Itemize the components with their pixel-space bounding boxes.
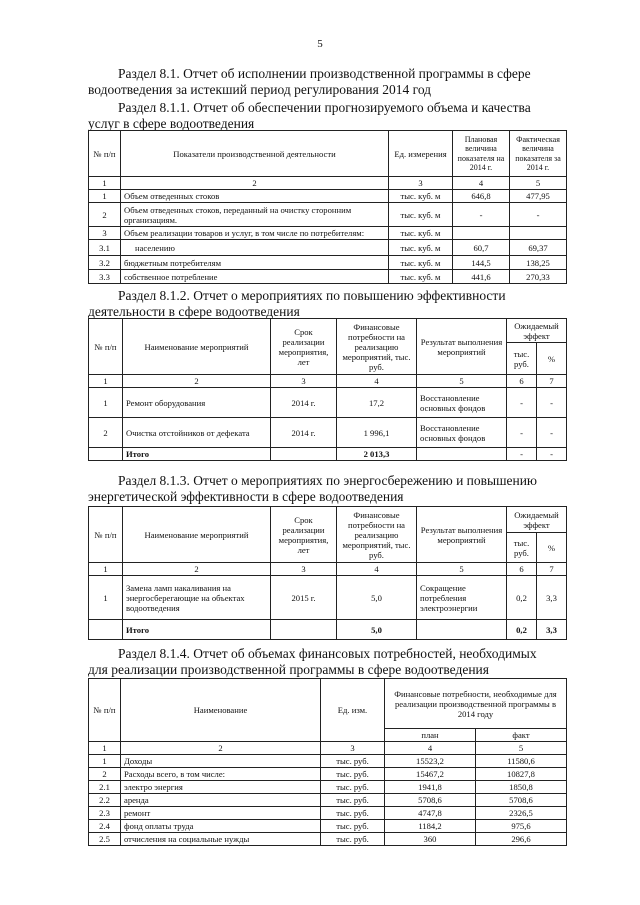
- table-row: [89, 270, 567, 284]
- table-row: [89, 256, 567, 270]
- table-row: [89, 203, 567, 227]
- row-effect-pct: -: [537, 388, 567, 418]
- section-8-1-4-heading-line2: для реализации производственной программы в сфере водоотведения: [88, 662, 489, 677]
- header-fact: факт: [476, 729, 567, 742]
- header-term: Срок реализации мероприятия, лет: [271, 507, 337, 563]
- table-header-row: [89, 507, 567, 533]
- col-num-7: 7: [537, 563, 567, 576]
- col-num-5: 5: [476, 742, 567, 755]
- col-num-5: 5: [417, 375, 507, 388]
- col-num-1: 1: [89, 177, 121, 190]
- table-row: [89, 794, 567, 807]
- header-term: Срок реализации мероприятия, лет: [271, 319, 337, 375]
- table-total-row: [89, 448, 567, 461]
- row-unit: тыс. руб.: [321, 807, 385, 820]
- table-row: [89, 388, 567, 418]
- column-number-row: [89, 563, 567, 576]
- row-fact: 1850,8: [476, 781, 567, 794]
- header-effect-rub: тыс. руб.: [507, 343, 537, 375]
- col-num-7: 7: [537, 375, 567, 388]
- section-8-1-3-heading-line1: Раздел 8.1.3. Отчет о мероприятиях по энергосбережению и повышению: [118, 473, 538, 488]
- header-num: № п/п: [89, 679, 121, 742]
- row-num: 1: [89, 190, 121, 203]
- row-effect-pct: 3,3: [537, 576, 567, 620]
- column-number-row: [89, 177, 567, 190]
- col-num-5: 5: [417, 563, 507, 576]
- header-plan: Плановая величина показателя на 2014 г.: [453, 131, 510, 177]
- col-num-2: 2: [121, 742, 321, 755]
- table-total-row: [89, 620, 567, 640]
- row-plan: 1941,8: [385, 781, 476, 794]
- col-num-6: 6: [507, 375, 537, 388]
- row-unit: тыс. куб. м: [389, 240, 453, 256]
- table-financial-needs: [88, 678, 567, 846]
- table-row: [89, 240, 567, 256]
- row-plan: -: [453, 203, 510, 227]
- row-effect-rub: 0,2: [507, 576, 537, 620]
- page-number: 5: [317, 38, 323, 50]
- row-name: ремонт: [121, 807, 321, 820]
- row-unit: тыс. куб. м: [389, 227, 453, 240]
- total-finance: 2 013,3: [337, 448, 417, 461]
- row-plan: 5708,6: [385, 794, 476, 807]
- row-effect-rub: -: [507, 418, 537, 448]
- row-finance: 5,0: [337, 576, 417, 620]
- section-8-1-4-heading-line1: Раздел 8.1.4. Отчет об объемах финансовых потребностей, необходимых: [118, 646, 537, 661]
- row-unit: тыс. куб. м: [389, 256, 453, 270]
- row-num: 3.3: [89, 270, 121, 284]
- section-8-1-1-heading: [88, 100, 566, 132]
- col-num-5: 5: [510, 177, 567, 190]
- section-8-1-1-heading-line1: Раздел 8.1.1. Отчет об обеспечении прогнозируемого объема и качества: [118, 100, 531, 115]
- row-num: 3.2: [89, 256, 121, 270]
- header-name: Наименование мероприятий: [123, 507, 271, 563]
- col-num-1: 1: [89, 375, 123, 388]
- table-row: [89, 418, 567, 448]
- table-row: [89, 190, 567, 203]
- total-effect-pct: 3,3: [537, 620, 567, 640]
- row-unit: тыс. руб.: [321, 781, 385, 794]
- row-num: 2: [89, 203, 121, 227]
- section-8-1-3-heading: [88, 473, 566, 505]
- section-8-1-2-heading-line1: Раздел 8.1.2. Отчет о мероприятиях по повышению эффективности: [118, 288, 506, 303]
- table-row: [89, 781, 567, 794]
- table-efficiency-measures: [88, 318, 567, 461]
- row-finance: 1 996,1: [337, 418, 417, 448]
- row-plan: 15523,2: [385, 755, 476, 768]
- header-result: Результат выполнения мероприятий: [417, 319, 507, 375]
- row-name: Замена ламп накаливания на энергосберегающие на объектах водоотведения: [123, 576, 271, 620]
- col-num-4: 4: [453, 177, 510, 190]
- table-header-row: [89, 319, 567, 343]
- row-num: 2.5: [89, 833, 121, 846]
- header-num: № п/п: [89, 319, 123, 375]
- row-name: бюджетным потребителям: [121, 256, 389, 270]
- total-label: Итого: [123, 620, 271, 640]
- row-name: собственное потребление: [121, 270, 389, 284]
- table-row: [89, 768, 567, 781]
- header-num: № п/п: [89, 131, 121, 177]
- header-unit: Ед. изм.: [321, 679, 385, 742]
- row-plan: 60,7: [453, 240, 510, 256]
- row-name: Расходы всего, в том числе:: [121, 768, 321, 781]
- table-energy-measures: [88, 506, 567, 640]
- section-8-1-heading: [88, 66, 566, 98]
- row-fact: 975,6: [476, 820, 567, 833]
- col-num-4: 4: [385, 742, 476, 755]
- row-num: 2.3: [89, 807, 121, 820]
- row-fact: -: [510, 203, 567, 227]
- row-name: Объем отведенных стоков, переданный на очистку сторонним организациям.: [121, 203, 389, 227]
- row-fact: 477,95: [510, 190, 567, 203]
- col-num-3: 3: [271, 563, 337, 576]
- total-effect-rub: -: [507, 448, 537, 461]
- row-plan: 144,5: [453, 256, 510, 270]
- row-unit: тыс. куб. м: [389, 203, 453, 227]
- header-num: № п/п: [89, 507, 123, 563]
- section-8-1-2-heading-line2: деятельности в сфере водоотведения: [88, 304, 300, 319]
- row-name: Ремонт оборудования: [123, 388, 271, 418]
- row-name: Очистка отстойников от дефеката: [123, 418, 271, 448]
- header-plan: план: [385, 729, 476, 742]
- section-8-1-3-heading-line2: энергетической эффективности в сфере водоотведения: [88, 489, 404, 504]
- col-num-4: 4: [337, 563, 417, 576]
- header-result: Результат выполнения мероприятий: [417, 507, 507, 563]
- row-name: Доходы: [121, 755, 321, 768]
- row-fact: 270,33: [510, 270, 567, 284]
- row-unit: тыс. куб. м: [389, 270, 453, 284]
- row-unit: тыс. руб.: [321, 768, 385, 781]
- row-name: населению: [121, 240, 389, 256]
- header-finance: Финансовые потребности на реализацию мероприятий, тыс. руб.: [337, 319, 417, 375]
- table-row: [89, 807, 567, 820]
- section-8-1-1-heading-line2: услуг в сфере водоотведения: [88, 116, 255, 131]
- table-row: [89, 755, 567, 768]
- row-num: 2.1: [89, 781, 121, 794]
- row-plan: 360: [385, 833, 476, 846]
- header-effect: Ожидаемый эффект: [507, 319, 567, 343]
- row-num: 1: [89, 388, 123, 418]
- col-num-3: 3: [321, 742, 385, 755]
- total-finance: 5,0: [337, 620, 417, 640]
- row-plan: [453, 227, 510, 240]
- row-term: 2014 г.: [271, 418, 337, 448]
- row-fact: [510, 227, 567, 240]
- header-indicator: Показатели производственной деятельности: [121, 131, 389, 177]
- row-plan: 4747,8: [385, 807, 476, 820]
- row-name: отчисления на социальные нужды: [121, 833, 321, 846]
- col-num-2: 2: [121, 177, 389, 190]
- row-name: аренда: [121, 794, 321, 807]
- section-8-1-heading-line1: Раздел 8.1. Отчет об исполнении производственной программы в сфере: [118, 66, 531, 81]
- table-header-row: [89, 131, 567, 177]
- row-unit: тыс. руб.: [321, 794, 385, 807]
- column-number-row: [89, 742, 567, 755]
- total-label: Итого: [123, 448, 271, 461]
- table-row: [89, 820, 567, 833]
- row-num: 2: [89, 768, 121, 781]
- section-8-1-4-heading: [88, 646, 566, 678]
- section-8-1-heading-line2: водоотведения за истекший период регулирования 2014 год: [88, 82, 432, 97]
- row-num: 1: [89, 576, 123, 620]
- row-name: Объем реализации товаров и услуг, в том числе по потребителям:: [121, 227, 389, 240]
- col-num-4: 4: [337, 375, 417, 388]
- col-num-6: 6: [507, 563, 537, 576]
- table-header-row: [89, 679, 567, 729]
- row-effect-rub: -: [507, 388, 537, 418]
- header-unit: Ед. измерения: [389, 131, 453, 177]
- column-number-row: [89, 375, 567, 388]
- row-unit: тыс. руб.: [321, 820, 385, 833]
- row-num: 3.1: [89, 240, 121, 256]
- table-row: [89, 227, 567, 240]
- row-name: фонд оплаты труда: [121, 820, 321, 833]
- row-plan: 646,8: [453, 190, 510, 203]
- row-num: 2.4: [89, 820, 121, 833]
- header-name: Наименование мероприятий: [123, 319, 271, 375]
- row-finance: 17,2: [337, 388, 417, 418]
- col-num-1: 1: [89, 563, 123, 576]
- row-num: 2: [89, 418, 123, 448]
- col-num-2: 2: [123, 375, 271, 388]
- table-row: [89, 833, 567, 846]
- header-effect-pct: %: [537, 343, 567, 375]
- col-num-3: 3: [389, 177, 453, 190]
- row-num: 2.2: [89, 794, 121, 807]
- table-production-volume: [88, 130, 567, 284]
- col-num-3: 3: [271, 375, 337, 388]
- row-name: электро энергия: [121, 781, 321, 794]
- header-name: Наименование: [121, 679, 321, 742]
- row-fact: 10827,8: [476, 768, 567, 781]
- row-fact: 5708,6: [476, 794, 567, 807]
- row-num: 3: [89, 227, 121, 240]
- row-fact: 69,37: [510, 240, 567, 256]
- row-fact: 138,25: [510, 256, 567, 270]
- header-finance: Финансовые потребности на реализацию мероприятий, тыс. руб.: [337, 507, 417, 563]
- row-term: 2015 г.: [271, 576, 337, 620]
- header-finance: Финансовые потребности, необходимые для реализации производственной программы в 2014 году: [385, 679, 567, 729]
- row-name: Объем отведенных стоков: [121, 190, 389, 203]
- header-effect-rub: тыс. руб.: [507, 533, 537, 563]
- row-unit: тыс. куб. м: [389, 190, 453, 203]
- row-num: 1: [89, 755, 121, 768]
- row-result: Сокращение потребления электроэнергии: [417, 576, 507, 620]
- row-plan: 1184,2: [385, 820, 476, 833]
- row-result: Восстановление основных фондов: [417, 418, 507, 448]
- section-8-1-2-heading: [88, 288, 566, 320]
- row-effect-pct: -: [537, 418, 567, 448]
- row-fact: 296,6: [476, 833, 567, 846]
- header-effect: Ожидаемый эффект: [507, 507, 567, 533]
- row-fact: 2326,5: [476, 807, 567, 820]
- row-unit: тыс. руб.: [321, 833, 385, 846]
- total-effect-rub: 0,2: [507, 620, 537, 640]
- header-effect-pct: %: [537, 533, 567, 563]
- row-plan: 15467,2: [385, 768, 476, 781]
- header-fact: Фактическая величина показателя за 2014 г.: [510, 131, 567, 177]
- row-result: Восстановление основных фондов: [417, 388, 507, 418]
- col-num-1: 1: [89, 742, 121, 755]
- row-unit: тыс. руб.: [321, 755, 385, 768]
- row-fact: 11580,6: [476, 755, 567, 768]
- row-term: 2014 г.: [271, 388, 337, 418]
- total-effect-pct: -: [537, 448, 567, 461]
- table-row: [89, 576, 567, 620]
- col-num-2: 2: [123, 563, 271, 576]
- row-plan: 441,6: [453, 270, 510, 284]
